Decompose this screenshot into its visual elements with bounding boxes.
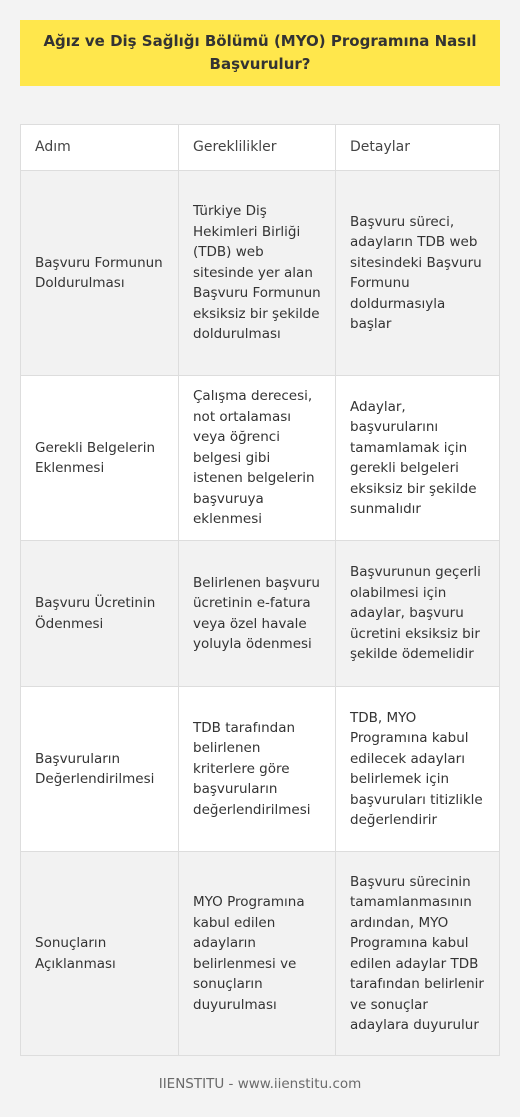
- cell-step: Sonuçların Açıklanması: [21, 852, 179, 1055]
- cell-detail: TDB, MYO Programına kabul edilecek adayları belirlemek için başvuruları titizlikle değerlendirir: [350, 709, 483, 828]
- application-steps-table: [20, 124, 500, 1056]
- page-title: [20, 20, 500, 86]
- table-row: [21, 541, 499, 687]
- cell-requirement: Türkiye Diş Hekimleri Birliği (TDB) web sitesinde yer alan Başvuru Formunun eksiksiz bir şekilde doldurulması: [179, 171, 336, 375]
- table-header-row: [21, 125, 499, 171]
- cell-requirement: MYO Programına kabul edilen adayların belirlenmesi ve sonuçların duyurulması: [179, 852, 336, 1055]
- footer-credit: IIENSTITU - www.iienstitu.com: [158, 1076, 362, 1092]
- cell-requirement: Çalışma derecesi, not ortalaması veya öğrenci belgesi gibi istenen belgelerin başvuruya eklenmesi: [179, 376, 336, 540]
- cell-step: Başvuru Formunun Doldurulması: [21, 171, 179, 375]
- cell-step: Başvuru Ücretinin Ödenmesi: [21, 541, 179, 686]
- cell-detail: Adaylar, başvurularını tamamlamak için gerekli belgeleri eksiksiz bir şekilde sunmalıdır: [350, 398, 477, 517]
- cell-detail: Başvuru süreci, adayların TDB web sitesindeki Başvuru Formunu doldurmasıyla başlar: [350, 213, 482, 332]
- table-row: [21, 852, 499, 1055]
- header-requirements: Gereklilikler: [179, 125, 336, 170]
- header-details: Detaylar: [350, 139, 410, 156]
- cell-detail: Başvuru sürecinin tamamlanmasının ardından, MYO Programına kabul edilen adaylar TDB tarafından belirlenir ve sonuçlar adaylara duyurulur: [350, 873, 484, 1033]
- cell-step: Başvuruların Değerlendirilmesi: [21, 687, 179, 851]
- cell-requirement: Belirlenen başvuru ücretinin e-fatura veya özel havale yoluyla ödenmesi: [179, 541, 336, 686]
- cell-requirement: TDB tarafından belirlenen kriterlere göre başvuruların değerlendirilmesi: [179, 687, 336, 851]
- header-step: Adım: [21, 125, 179, 170]
- table-row: [21, 171, 499, 376]
- cell-detail: Başvurunun geçerli olabilmesi için adaylar, başvuru ücretini eksiksiz bir şekilde ödemelidir: [350, 564, 481, 663]
- table-row: [21, 376, 499, 541]
- page-title-text: Ağız ve Diş Sağlığı Bölümü (MYO) Programına Nasıl Başvurulur?: [43, 32, 477, 73]
- table-row: [21, 687, 499, 852]
- cell-step: Gerekli Belgelerin Eklenmesi: [21, 376, 179, 540]
